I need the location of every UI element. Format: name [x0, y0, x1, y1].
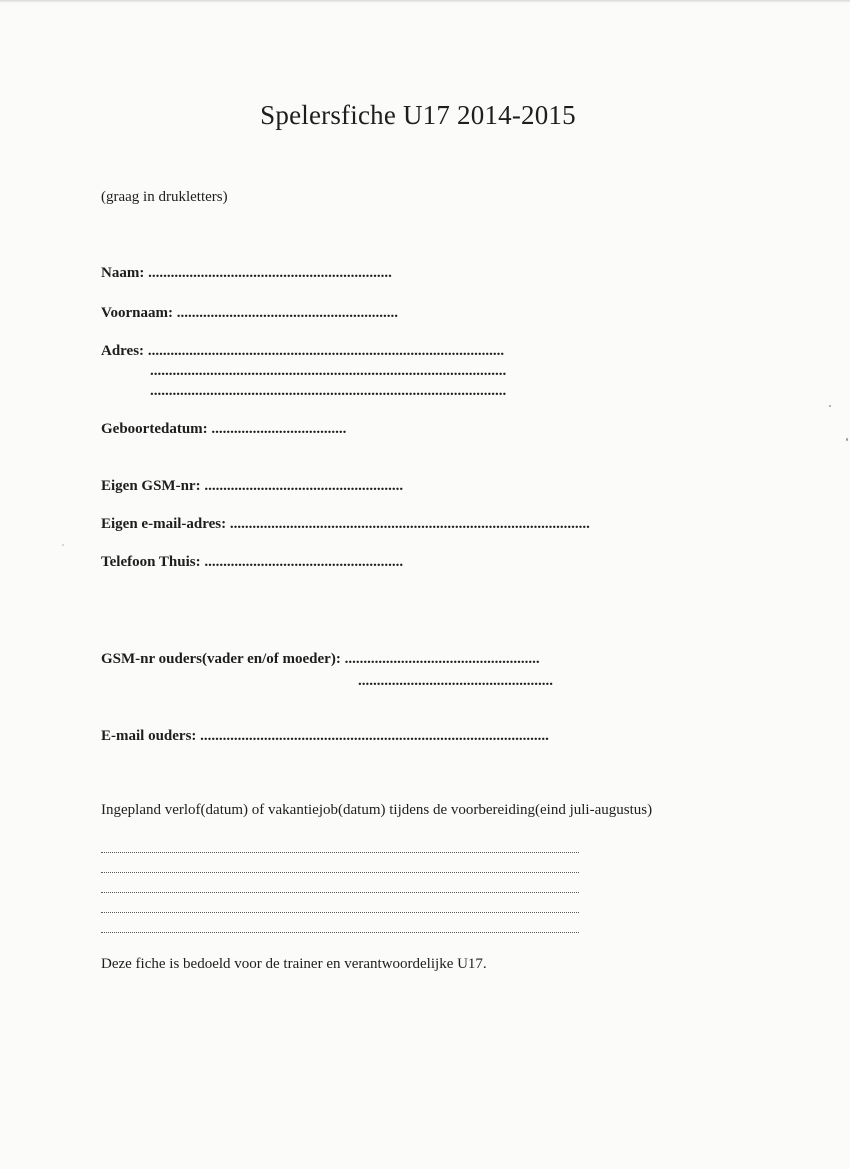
- gsm-label: Eigen GSM-nr:: [101, 478, 201, 494]
- footer-note: Deze fiche is bedoeld voor de trainer en verantwoordelijke U17.: [101, 956, 487, 972]
- email-input-line[interactable]: ................................................................................................: [229, 516, 590, 532]
- email-ouders-label: E-mail ouders:: [101, 728, 197, 744]
- instruction-note: (graag in drukletters): [101, 189, 228, 205]
- geboortedatum-field: [101, 420, 346, 438]
- scan-speck: [846, 438, 848, 441]
- adres-input-line-3[interactable]: ...............................................................................................: [150, 383, 507, 399]
- verlof-answer-line-5[interactable]: [101, 932, 579, 933]
- email-field: [101, 515, 590, 533]
- verlof-question: Ingepland verlof(datum) of vakantiejob(datum) tijdens de voorbereiding(eind juli-augustus): [101, 802, 653, 818]
- voornaam-field: [101, 304, 398, 322]
- naam-label: Naam:: [101, 265, 145, 281]
- adres-label: Adres:: [101, 343, 145, 359]
- verlof-answer-line-4[interactable]: [101, 912, 579, 913]
- verlof-answer-line-3[interactable]: [101, 892, 579, 893]
- adres-input-line-2[interactable]: ...............................................................................................: [150, 363, 507, 379]
- voornaam-input-line[interactable]: ...........................................................: [176, 305, 398, 321]
- verlof-answer-line-1[interactable]: [101, 852, 579, 853]
- gsm-ouders-field: [101, 650, 540, 668]
- voornaam-label: Voornaam:: [101, 305, 173, 321]
- geboortedatum-input-line[interactable]: ....................................: [211, 421, 347, 437]
- gsm-input-line[interactable]: .....................................................: [204, 478, 404, 494]
- telefoon-label: Telefoon Thuis:: [101, 554, 201, 570]
- telefoon-input-line[interactable]: .....................................................: [204, 554, 404, 570]
- page-title: Spelersfiche U17 2014-2015: [260, 100, 576, 130]
- adres-field: [101, 342, 504, 360]
- geboortedatum-label: Geboortedatum:: [101, 421, 208, 437]
- scan-speck: [829, 405, 831, 407]
- naam-input-line[interactable]: .................................................................: [148, 265, 392, 281]
- email-label: Eigen e-mail-adres:: [101, 516, 227, 532]
- email-ouders-input-line[interactable]: .............................................................................................: [200, 728, 549, 744]
- gsm-ouders-input-line[interactable]: ....................................................: [344, 651, 540, 667]
- scan-edge-shadow: [0, 0, 850, 3]
- adres-input-line[interactable]: ...............................................................................................: [147, 343, 505, 359]
- gsm-ouders-input-line-2[interactable]: ....................................................: [358, 673, 553, 689]
- verlof-answer-line-2[interactable]: [101, 872, 579, 873]
- telefoon-field: [101, 553, 403, 571]
- email-ouders-field: [101, 727, 549, 745]
- gsm-field: [101, 477, 403, 495]
- scan-speck: [62, 544, 64, 546]
- naam-field: [101, 264, 392, 282]
- gsm-ouders-label: GSM-nr ouders(vader en/of moeder):: [101, 651, 341, 667]
